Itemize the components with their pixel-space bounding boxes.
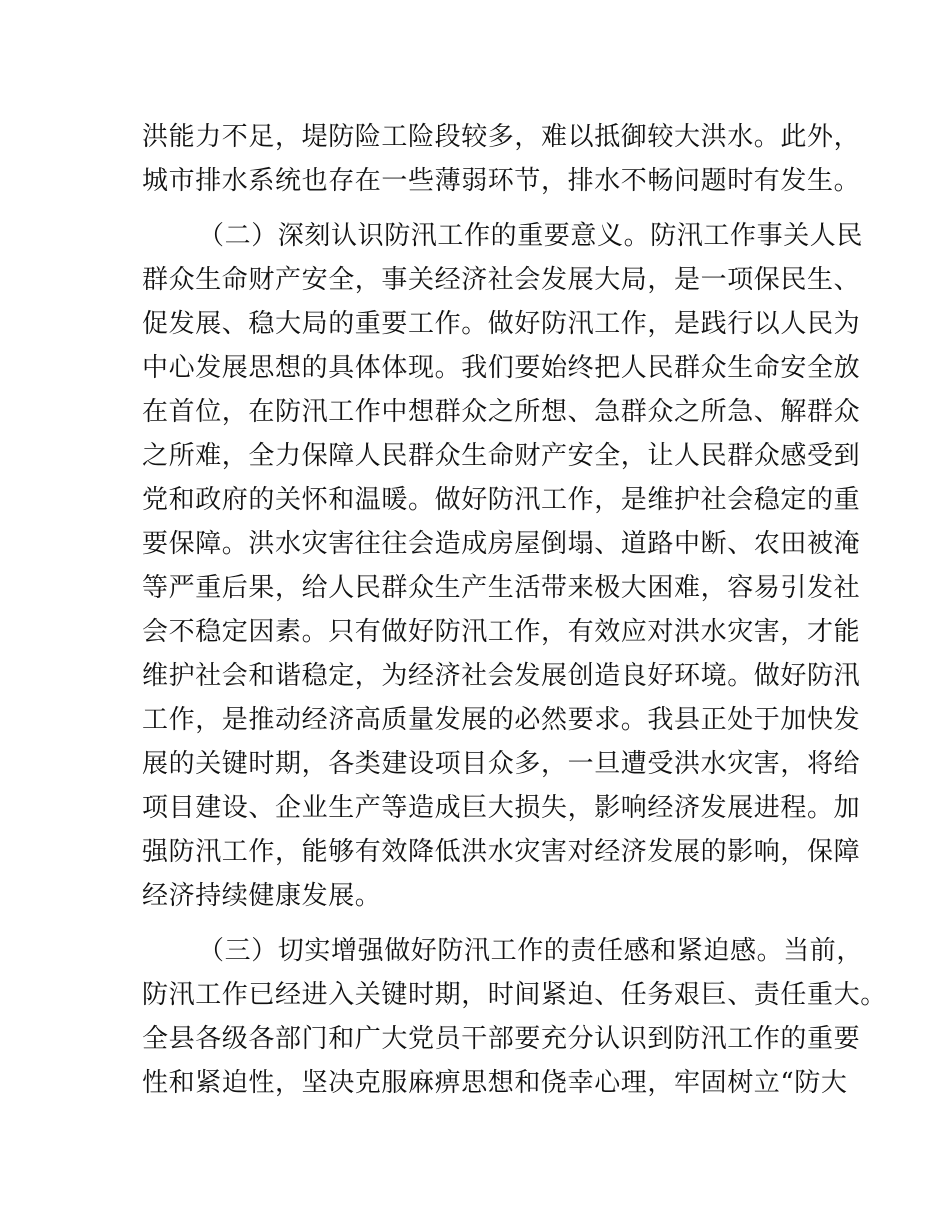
text-line: 中心发展思想的具体体现。我们要始终把人民群众生命安全放 (142, 353, 861, 383)
section-heading-line: （二）深刻认识防汛工作的重要意义。防汛工作事关人民 (198, 221, 864, 251)
text-line: 全县各级各部门和广大党员干部要充分认识到防汛工作的重要 (142, 1024, 861, 1054)
text-line: 强防汛工作，能够有效降低洪水灾害对经济发展的影响，保障 (142, 837, 861, 867)
text-line: 在首位，在防汛工作中想群众之所想、急群众之所急、解群众 (142, 397, 861, 427)
text-line: 会不稳定因素。只有做好防汛工作，有效应对洪水灾害，才能 (142, 617, 861, 647)
text-line: 要保障。洪水灾害往往会造成房屋倒塌、道路中断、农田被淹 (142, 529, 861, 559)
text-line: 等严重后果，给人民群众生产生活带来极大困难，容易引发社 (142, 573, 861, 603)
text-line: 性和紧迫性，坚决克服麻痹思想和侥幸心理，牢固树立“防大 (142, 1068, 848, 1098)
section-heading-line: （三）切实增强做好防汛工作的责任感和紧迫感。当前， (198, 936, 864, 966)
text-line: 党和政府的关怀和温暖。做好防汛工作，是维护社会稳定的重 (142, 485, 861, 515)
text-line: 洪能力不足，堤防险工险段较多，难以抵御较大洪水。此外， (142, 122, 861, 152)
text-line: 防汛工作已经进入关键时期，时间紧迫、任务艰巨、责任重大。 (142, 980, 887, 1010)
text-line: 群众生命财产安全，事关经济社会发展大局，是一项保民生、 (142, 265, 861, 295)
text-line: 之所难，全力保障人民群众生命财产安全，让人民群众感受到 (142, 441, 861, 471)
text-line: 维护社会和谐稳定，为经济社会发展创造良好环境。做好防汛 (142, 661, 861, 691)
text-line: 经济持续健康发展。 (142, 881, 382, 911)
text-line: 促发展、稳大局的重要工作。做好防汛工作，是践行以人民为 (142, 309, 861, 339)
text-line: 城市排水系统也存在一些薄弱环节，排水不畅问题时有发生。 (142, 166, 861, 196)
text-line: 展的关键时期，各类建设项目众多，一旦遭受洪水灾害，将给 (142, 749, 861, 779)
text-line: 项目建设、企业生产等造成巨大损失，影响经济发展进程。加 (142, 793, 861, 823)
text-line: 工作，是推动经济高质量发展的必然要求。我县正处于加快发 (142, 705, 861, 735)
